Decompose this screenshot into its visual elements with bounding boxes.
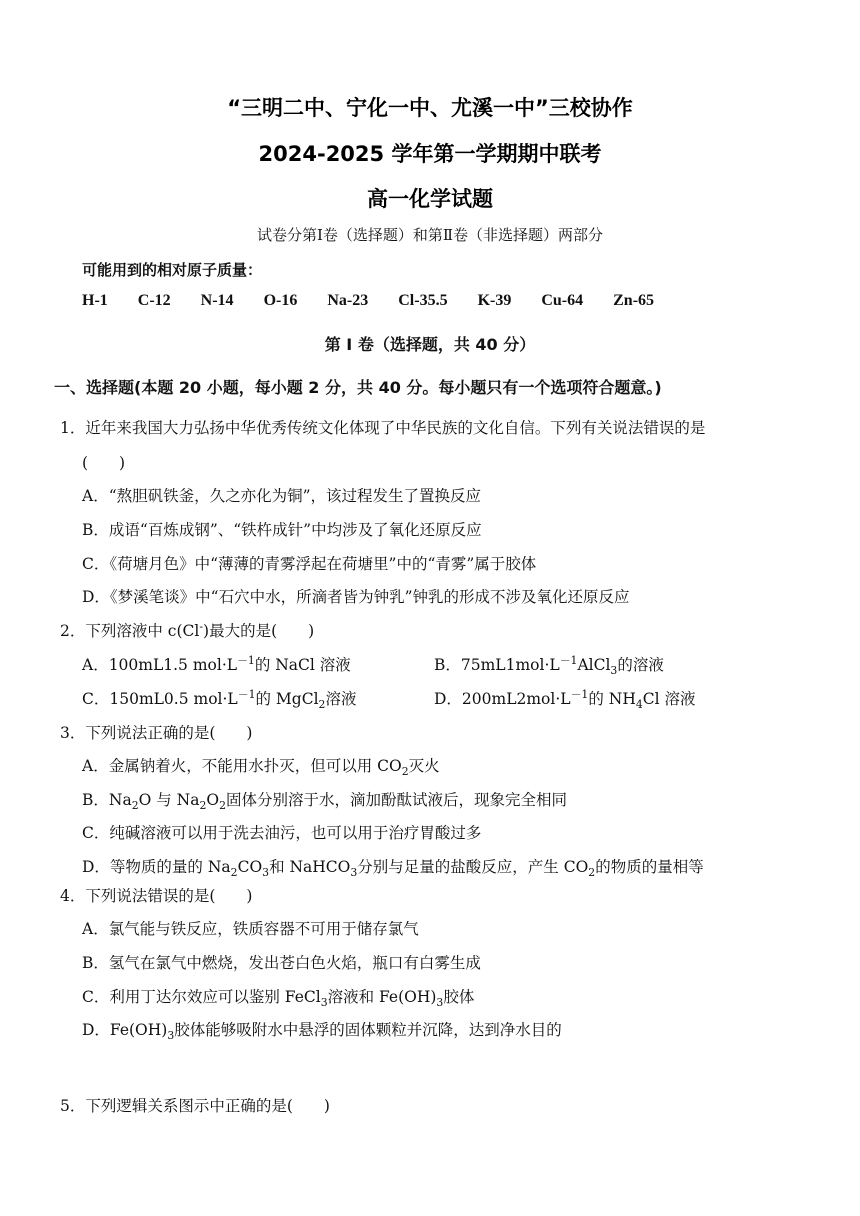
atomic-mass-list <box>82 292 680 310</box>
question-3-option-b: B．$Na_2O$ 与 $Na_2O_2$固体分别溶于水，滴加酚酞试液后，现象完全相同 <box>82 791 568 813</box>
atomic-mass-item: Zn-65 <box>613 292 655 309</box>
subject-title: 高一化学试题 <box>367 187 493 211</box>
atomic-mass-item: Na-23 <box>327 292 369 309</box>
question-1-paren: ( ) <box>82 454 126 472</box>
part-one-title: 第 I 卷（选择题，共 40 分） <box>324 335 536 354</box>
exam-structure-note: 试卷分第Ⅰ卷（选择题）和第Ⅱ卷（非选择题）两部分 <box>256 226 604 244</box>
question-3-option-c: C．纯碱溶液可以用于洗去油污，也可以用于治疗胃酸过多 <box>82 824 482 842</box>
question-1-option-c: C．《荷塘月色》中“薄薄的青雾浮起在荷塘里”中的“青雾”属于胶体 <box>82 555 537 573</box>
question-4-stem: 4．下列说法错误的是( ) <box>60 887 253 905</box>
question-4-option-b: B．氢气在氯气中燃烧，发出苍白色火焰，瓶口有白雾生成 <box>82 954 481 972</box>
atomic-mass-item: Cu-64 <box>541 292 584 309</box>
atomic-mass-item: K-39 <box>477 292 512 309</box>
question-4-option-a: A．氯气能与铁反应，铁质容器不可用于储存氯气 <box>82 920 419 938</box>
question-1-option-d: D．《梦溪笔谈》中“石穴中水，所滴者皆为钟乳”钟乳的形成不涉及氧化还原反应 <box>82 588 630 606</box>
school-title: “三明二中、宁化一中、尤溪一中”三校协作 <box>227 96 633 120</box>
question-1-option-b: B．成语“百炼成钢”、“铁杵成针”中均涉及了氧化还原反应 <box>82 521 482 539</box>
question-3-option-a: A．金属钠着火，不能用水扑灭，但可以用 $CO_2$灭火 <box>82 757 440 779</box>
question-2-option-d: D．$200mL2mol\cdot L^{-1}$的 $NH_4Cl$ 溶液 <box>434 687 696 712</box>
question-4-option-d: D．$Fe(OH)_3$胶体能够吸附水中悬浮的固体颗粒并沉降，达到净水目的 <box>82 1021 562 1043</box>
question-5-stem: 5．下列逻辑关系图示中正确的是( ) <box>60 1097 330 1115</box>
question-4-option-c: C．利用丁达尔效应可以鉴别 FeCl$_3$溶液和 $Fe(OH)_3$胶体 <box>82 988 475 1010</box>
question-1-option-a: A．“熬胆矾铁釜，久之亦化为铜”，该过程发生了置换反应 <box>82 487 482 505</box>
question-2-stem: 2．下列溶液中 c(Cl-)最大的是( ) <box>60 619 315 640</box>
question-3-option-d: D．等物质的量的 $Na_2CO_3$和 NaHCO$_3$分别与足量的盐酸反应，产生 $CO_2$的物质的量相等 <box>82 858 704 880</box>
atomic-mass-item: Cl-35.5 <box>398 292 448 309</box>
question-1-stem: 1．近年来我国大力弘扬中华优秀传统文化体现了中华民族的文化自信。下列有关说法错误的是 <box>60 419 706 437</box>
atomic-mass-item: N-14 <box>200 292 234 309</box>
atomic-mass-label: 可能用到的相对原子质量： <box>82 261 263 279</box>
question-2-option-c: C．150mL0.5 $mol\cdot L^{-1}$的 MgCl$_2$溶液 <box>82 687 357 712</box>
atomic-mass-item: C-12 <box>137 292 171 309</box>
exam-year-title: 2024-2025 学年第一学期期中联考 <box>258 142 602 166</box>
atomic-mass-item: H-1 <box>82 292 108 309</box>
question-2-option-b: B．$75mL1mol\cdot L^{-1}AlCl_3$的溶液 <box>434 653 664 678</box>
section-one-title: 一、选择题(本题 20 小题，每小题 2 分，共 40 分。每小题只有一个选项符合题意。) <box>54 378 662 397</box>
atomic-mass-item: O-16 <box>263 292 298 309</box>
question-2-option-a: A．100mL1.5 $mol\cdot L^{-1}$的 NaCl 溶液 <box>82 653 351 674</box>
question-3-stem: 3．下列说法正确的是( ) <box>60 724 253 742</box>
